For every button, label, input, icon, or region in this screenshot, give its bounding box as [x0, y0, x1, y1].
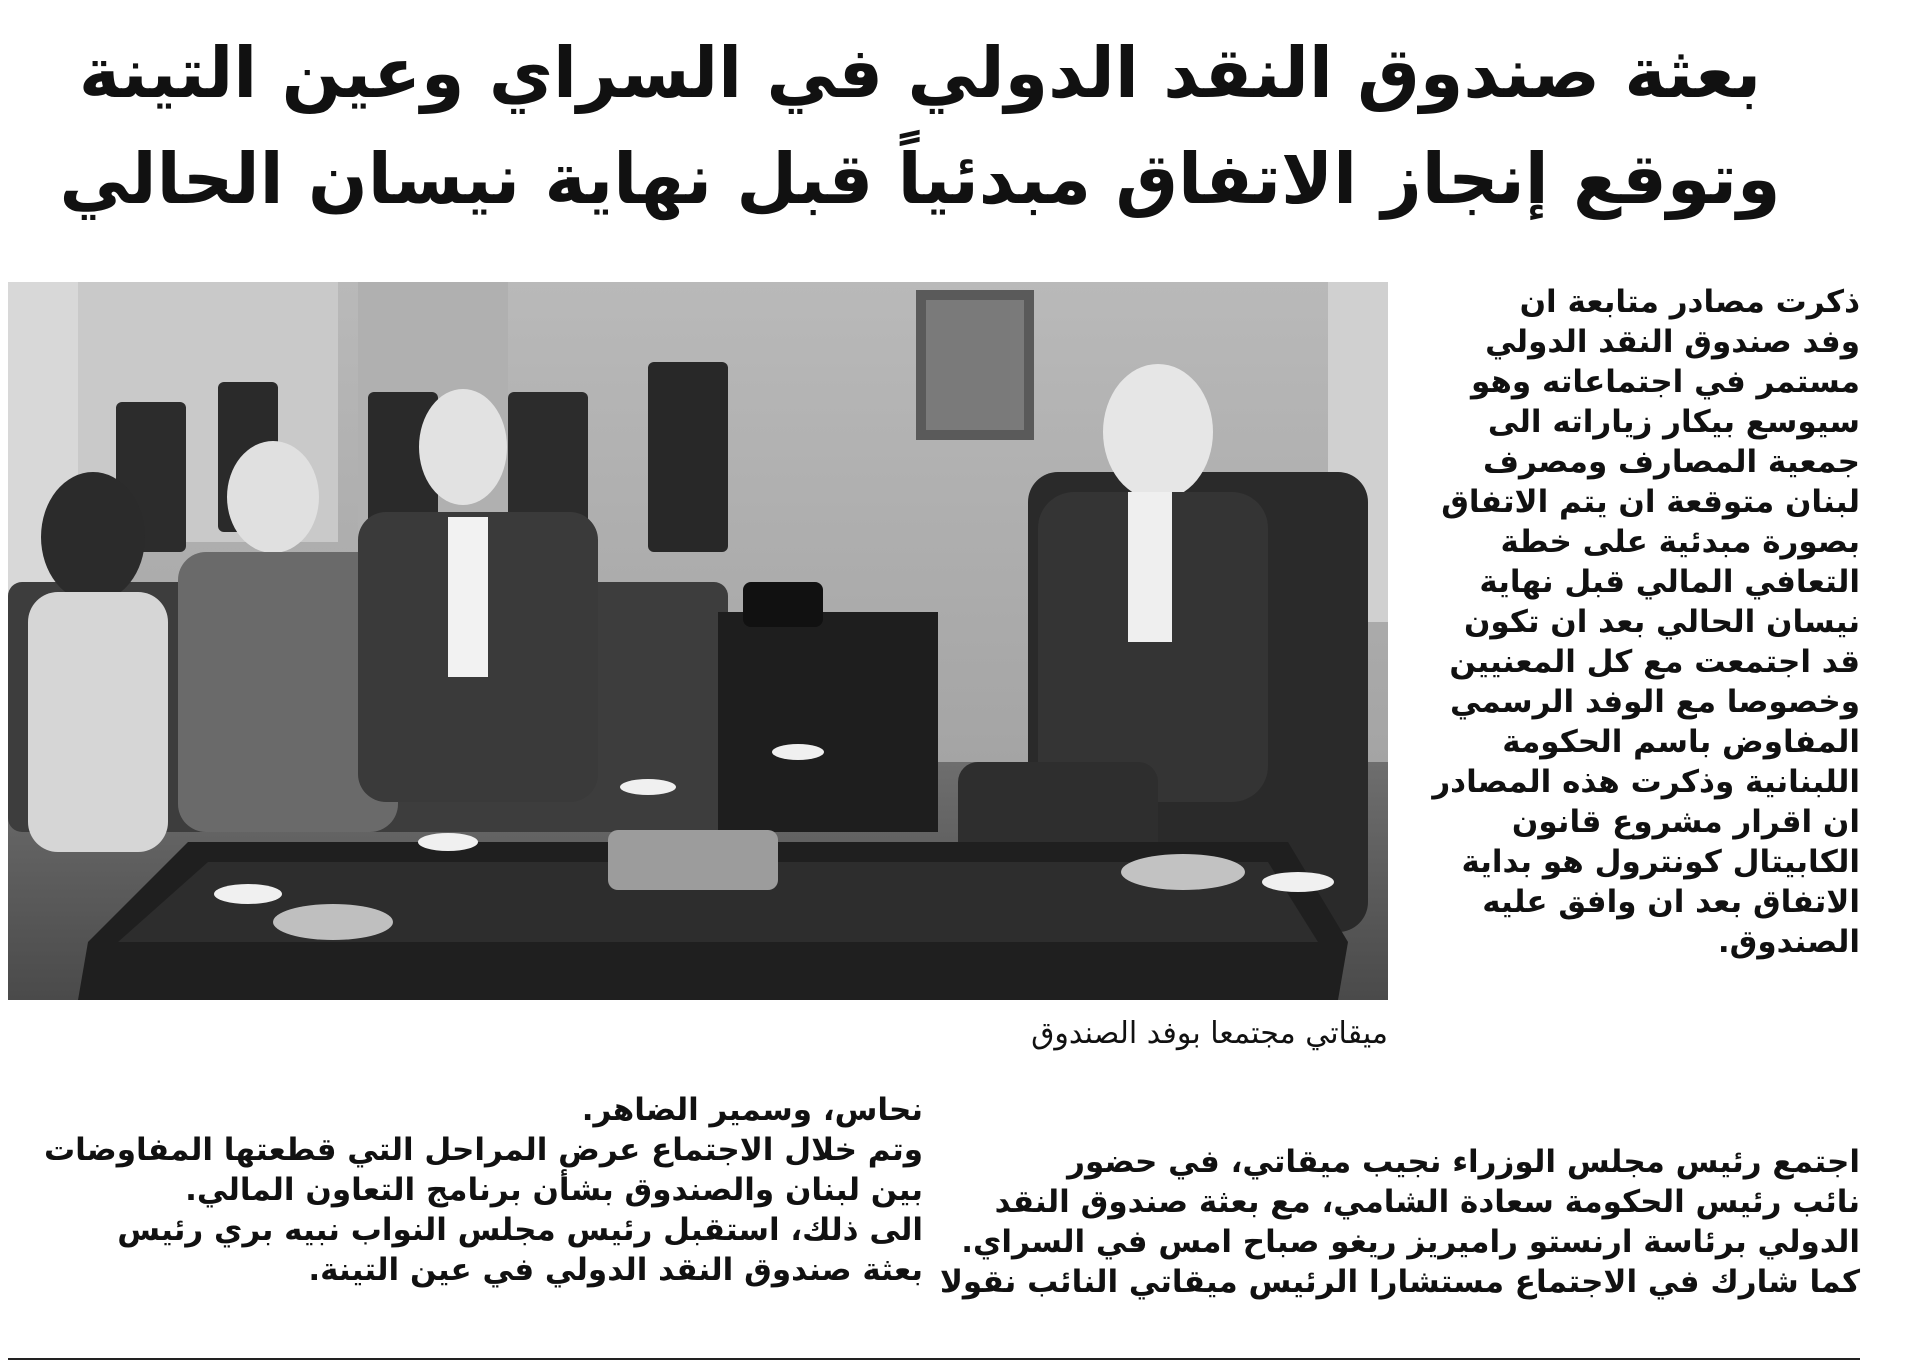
- paragraph-line: لبنان متوقعة ان يتم الاتفاق: [1441, 484, 1860, 520]
- article-column-bottom-left: [8, 1090, 923, 1290]
- paragraph-line: جمعية المصارف ومصرف: [1482, 444, 1860, 480]
- paragraph-line: ذكرت مصادر متابعة ان: [1519, 284, 1860, 320]
- paragraph-line: اللبنانية وذكرت هذه المصادر: [1432, 764, 1860, 800]
- paragraph-line: نائب رئيس الحكومة سعادة الشامي، مع بعثة صندوق النقد: [994, 1184, 1860, 1220]
- paragraph-line: بصورة مبدئية على خطة: [1500, 524, 1860, 560]
- news-photo: [8, 282, 1388, 1000]
- paragraph-line: اجتمع رئيس مجلس الوزراء نجيب ميقاتي، في حضور: [1067, 1144, 1860, 1180]
- paragraph-line: نيسان الحالي بعد ان تكون: [1463, 604, 1860, 640]
- paragraph-line: بين لبنان والصندوق بشأن برنامج التعاون المالي.: [185, 1172, 923, 1208]
- paragraph-line: وفد صندوق النقد الدولي: [1485, 324, 1860, 360]
- photo-caption: ميقاتي مجتمعا بوفد الصندوق: [1031, 1016, 1388, 1051]
- article-column-right: [1400, 282, 1860, 962]
- headline-line-1: بعثة صندوق النقد الدولي في السراي وعين التينة: [78, 32, 1762, 114]
- paragraph-line: ان اقرار مشروع قانون: [1511, 804, 1860, 840]
- headline-line-2: وتوقع إنجاز الاتفاق مبدئياً قبل نهاية نيسان الحالي: [59, 138, 1781, 220]
- paragraph-line: الاتفاق بعد ان وافق عليه: [1482, 884, 1860, 920]
- paragraph-line: وخصوصا مع الوفد الرسمي: [1449, 684, 1860, 720]
- paragraph-line: الكابيتال كونترول هو بداية: [1461, 844, 1860, 880]
- meeting-photo-image: [8, 282, 1388, 1000]
- paragraph-line: التعافي المالي قبل نهاية: [1479, 564, 1860, 600]
- paragraph-line: وتم خلال الاجتماع عرض المراحل التي قطعتها المفاوضات: [43, 1132, 923, 1168]
- paragraph-line: الصندوق.: [1717, 924, 1860, 960]
- paragraph-line: الى ذلك، استقبل رئيس مجلس النواب نبيه بري رئيس: [117, 1212, 923, 1248]
- paragraph-line: كما شارك في الاجتماع مستشارا الرئيس ميقاتي النائب نقولا: [939, 1264, 1860, 1300]
- headline: [40, 20, 1800, 232]
- article-column-bottom-right: [939, 1142, 1860, 1302]
- paragraph-line: سيوسع بيكار زياراته الى: [1487, 404, 1860, 440]
- paragraph-line: بعثة صندوق النقد الدولي في عين التينة.: [308, 1252, 923, 1288]
- paragraph-line: قد اجتمعت مع كل المعنيين: [1449, 644, 1860, 680]
- paragraph-line: الدولي برئاسة ارنستو راميريز ريغو صباح امس في السراي.: [961, 1224, 1860, 1260]
- bottom-rule: [8, 1358, 1860, 1360]
- paragraph-line: مستمر في اجتماعاته وهو: [1471, 364, 1860, 400]
- paragraph-line: نحاس، وسمير الضاهر.: [581, 1092, 923, 1128]
- paragraph-line: المفاوض باسم الحكومة: [1502, 724, 1860, 760]
